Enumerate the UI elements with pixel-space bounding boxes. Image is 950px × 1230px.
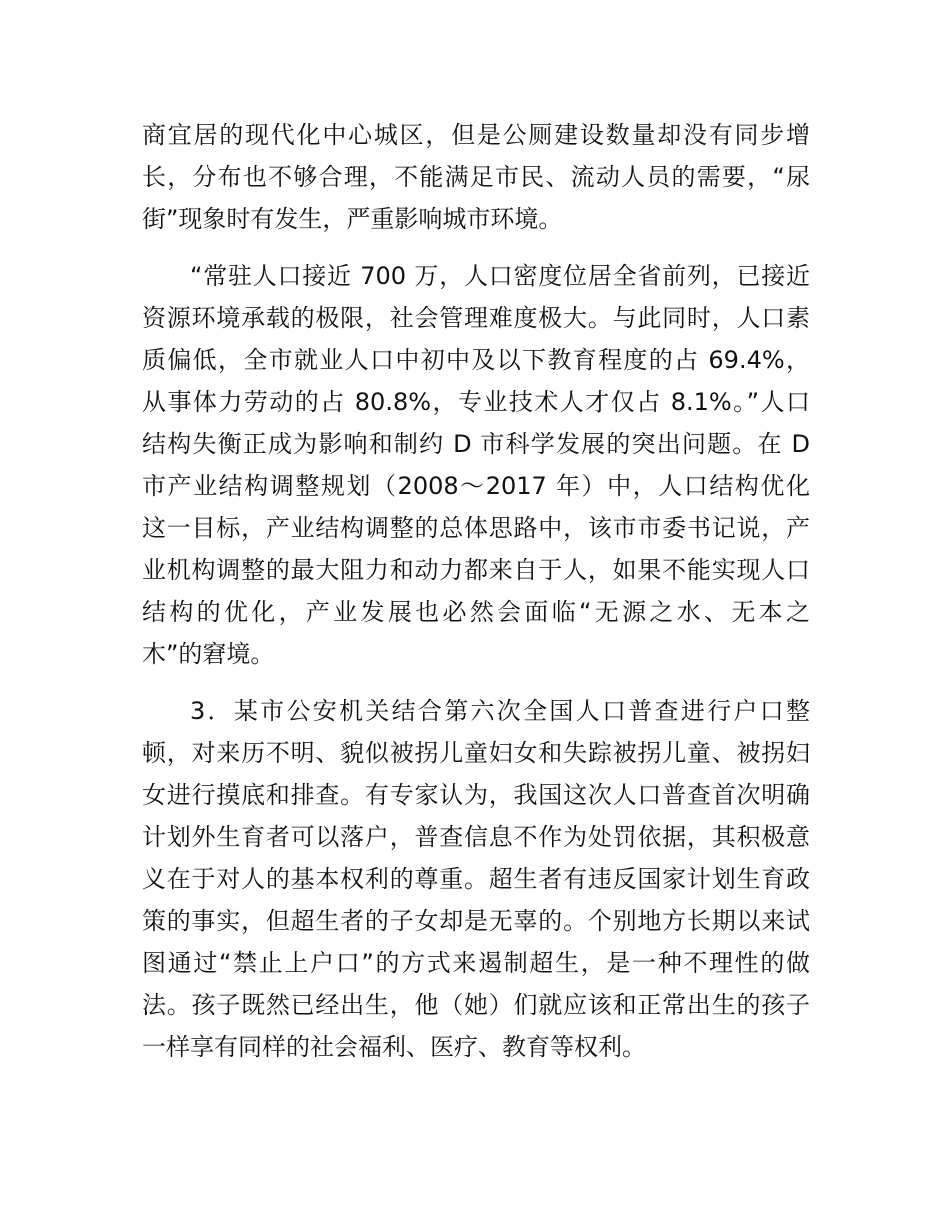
text-line: 策的事实，但超生者的子女却是无辜的。个别地方长期以来试: [142, 907, 810, 935]
text-line: “常驻人口接近 700 万，人口密度位居全省前列，已接近: [190, 262, 810, 290]
text-line: 商宜居的现代化中心城区，但是公厕建设数量却没有同步增: [142, 121, 810, 149]
text-line: 法。孩子既然已经出生，他（她）们就应该和正常出生的孩子: [142, 991, 810, 1019]
text-line: 街”现象时有发生，严重影响城市环境。: [142, 205, 563, 233]
text-line: 计划外生育者可以落户，普查信息不作为处罚依据，其积极意: [142, 823, 810, 851]
text-line: 女进行摸底和排查。有专家认为，我国这次人口普查首次明确: [142, 781, 810, 809]
text-line: 结构的优化，产业发展也必然会面临“无源之水、无本之: [142, 598, 810, 626]
text-line: 资源环境承载的极限，社会管理难度极大。与此同时，人口素: [142, 304, 810, 332]
paragraph-1: [142, 114, 810, 240]
document-body: [142, 114, 810, 1083]
text-line: 一样享有同样的社会福利、医疗、教育等权利。: [142, 1033, 646, 1061]
text-line: 市产业结构调整规划（2008～2017 年）中，人口结构优化: [142, 472, 810, 500]
text-line: 业机构调整的最大阻力和动力都来自于人，如果不能实现人口: [142, 556, 810, 584]
paragraph-3: [142, 690, 810, 1068]
text-line: 长，分布也不够合理，不能满足市民、流动人员的需要，“尿: [142, 163, 810, 191]
text-line: 3．某市公安机关结合第六次全国人口普查进行户口整: [190, 697, 810, 725]
text-line: 图通过“禁止上户口”的方式来遏制超生，是一种不理性的做: [142, 949, 810, 977]
text-line: 义在于对人的基本权利的尊重。超生者有违反国家计划生育政: [142, 865, 810, 893]
text-line: 质偏低，全市就业人口中初中及以下教育程度的占 69.4%，: [142, 346, 810, 374]
paragraph-2: [142, 255, 810, 675]
text-line: 木”的窘境。: [142, 640, 275, 668]
text-line: 这一目标，产业结构调整的总体思路中，该市市委书记说，产: [142, 514, 810, 542]
text-line: 从事体力劳动的占 80.8%，专业技术人才仅占 8.1%。”人口: [142, 388, 810, 416]
text-line: 顿，对来历不明、貌似被拐儿童妇女和失踪被拐儿童、被拐妇: [142, 739, 810, 767]
text-line: 结构失衡正成为影响和制约 D 市科学发展的突出问题。在 D: [142, 430, 810, 458]
